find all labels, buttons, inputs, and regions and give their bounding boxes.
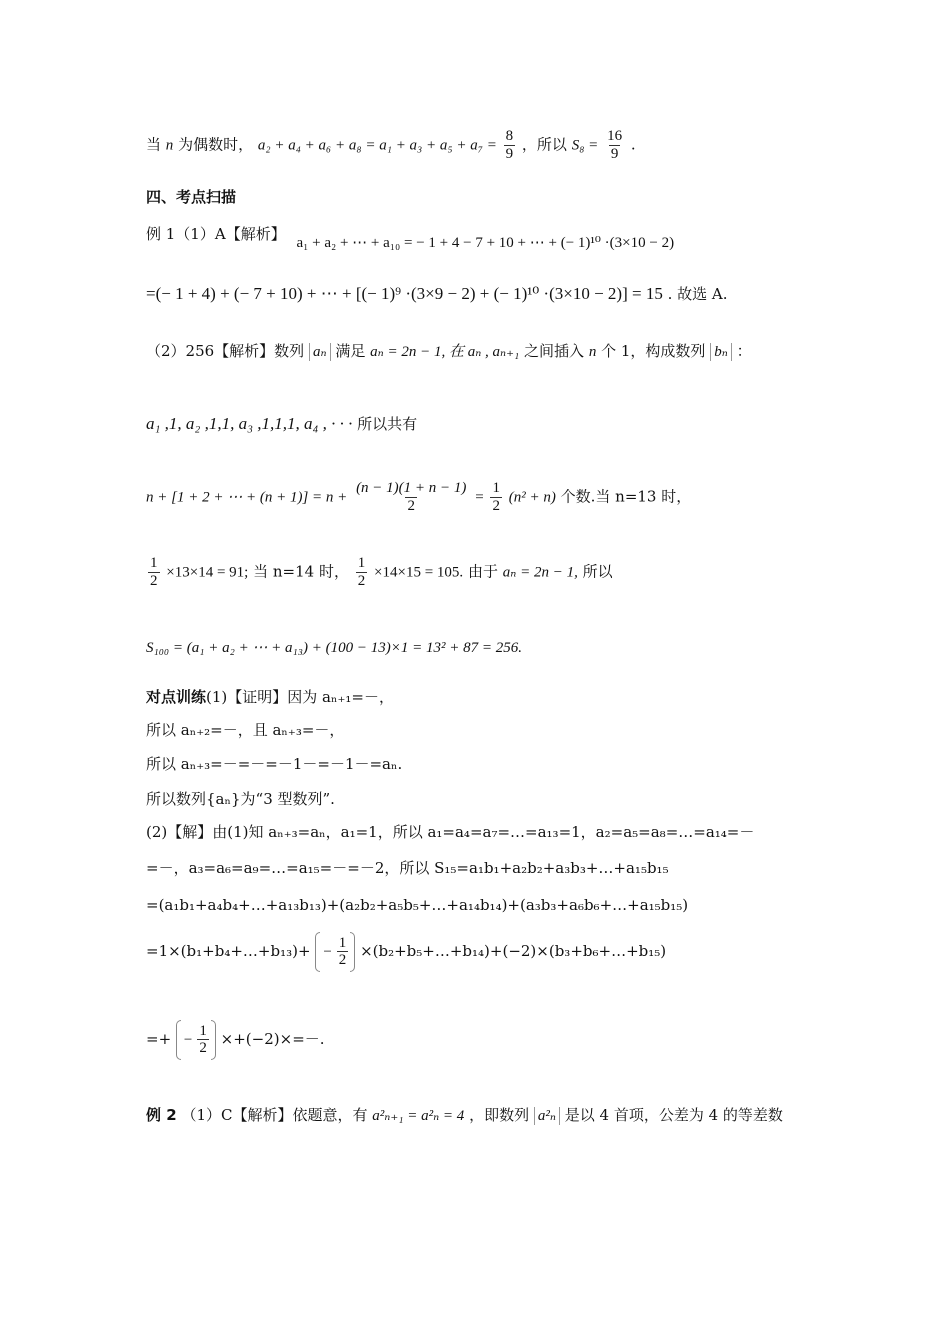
count-line: n + [1 + 2 + ⋯ + (n + 1)] = n + $\frac{(n - 1)(1 + n - 1)}{2}$ = $\frac{1}{2}$ (n² + n) 个数.当 n=13 时， [146, 480, 692, 514]
half-fraction: $\frac{1}{2}$ [199, 1022, 207, 1057]
practice-line-1: 对点训练(1)【证明】因为 aₙ₊₁=－， [146, 688, 394, 706]
practice-line-4: 所以数列{aₙ}为“3 型数列”. [146, 790, 335, 808]
practice-line-6: =－，a₃=a₆=a₉=…=a₁₅=－=－2，所以 S₁₅=a₁b₁+a₂b₂+a₃b₃+…+a₁₅b₁₅ [146, 859, 669, 877]
count-fraction: $\frac{(n - 1)(1 + n - 1)}{2}$ [356, 480, 467, 514]
example-1-line: 例 1（1）A【解析】 a₁ + a₂ + ⋯ + a₁₀ = − 1 + 4 − 7 + 10 + ⋯ + (− 1)¹⁰ ·(3×10 − 2) [146, 225, 675, 251]
neg-half-paren: − $\frac{1}{2}$ [176, 1020, 216, 1060]
fraction-8-9: $\frac{8}{9}$ [505, 128, 514, 162]
half-fraction: $\frac{1}{2}$ [338, 934, 347, 969]
neg-half-paren: − $\frac{1}{2}$ [315, 932, 355, 972]
practice-line-2: 所以 aₙ₊₂=－，且 aₙ₊₃=－， [146, 721, 345, 739]
practice-line-3: 所以 aₙ₊₃=－=－=－1－=－1－=aₙ. [146, 755, 403, 773]
half-fraction: $\frac{1}{2}$ [150, 555, 158, 589]
half-fraction: $\frac{1}{2}$ [357, 555, 366, 589]
practice-line-8: =1×(b₁+b₄+…+b₁₃)+ − $\frac{1}{2}$ ×(b₂+b₅+…+b₁₄)+(−2)×(b₃+b₆+…+b₁₅) [146, 932, 666, 972]
inserted-sequence: a₁ ,1, a₂ ,1,1, a₃ ,1,1,1, a₄ , · · · 所以共有 [146, 414, 418, 433]
example-2-line: 例 2 （1）C【解析】依题意，有 a²ₙ₊₁ = a²ₙ = 4 ，即数列 a²ₙ 是以 4 首项，公差为 4 的等差数 [146, 1106, 783, 1124]
even-case-line: 当 n 为偶数时， a₂ + a₄ + a₆ + a₈ = a₁ + a₃ + a₅ + a₇ = $\frac{8}{9}$ ，所以 S₈ = $\frac{16}{9}$ . [146, 128, 636, 162]
n13-n14-line: $\frac{1}{2}$ ×13×14 = 91; 当 n=14 时， $\frac{1}{2}$ ×14×15 = 105. 由于 aₙ = 2n − 1, 所以 [150, 555, 613, 589]
fraction-16-9: $\frac{16}{9}$ [607, 128, 623, 162]
practice-line-9: =+ − $\frac{1}{2}$ ×+(−2)×=－. [146, 1020, 325, 1060]
practice-line-5: (2)【解】由(1)知 aₙ₊₃=aₙ，a₁=1，所以 a₁=a₄=a₇=…=a₁₃=1，a₂=a₅=a₈=…=a₁₄=－ [146, 823, 755, 841]
example-1-line-2: =(− 1 + 4) + (− 7 + 10) + ⋯ + [(− 1)⁹ ·(3×9 − 2) + (− 1)¹⁰ ·(3×10 − 2)] = 15 . 故选 A. [146, 284, 728, 303]
half-fraction: $\frac{1}{2}$ [492, 480, 500, 514]
practice-line-7: =(a₁b₁+a₄b₄+…+a₁₃b₁₃)+(a₂b₂+a₅b₅+…+a₁₄b₁₄)+(a₃b₃+a₆b₆+…+a₁₅b₁₅) [146, 896, 689, 914]
s100-line: S₁₀₀ = (a₁ + a₂ + ⋯ + a₁₃) + (100 − 13)×1 = 13² + 87 = 256. [146, 640, 522, 656]
example-1-part-2: （2）256【解析】数列 aₙ 满足 aₙ = 2n − 1, 在 aₙ , aₙ₊₁ 之间插入 n 个 1，构成数列 bₙ ： [146, 342, 752, 360]
section-title: 四、考点扫描 [146, 188, 237, 206]
